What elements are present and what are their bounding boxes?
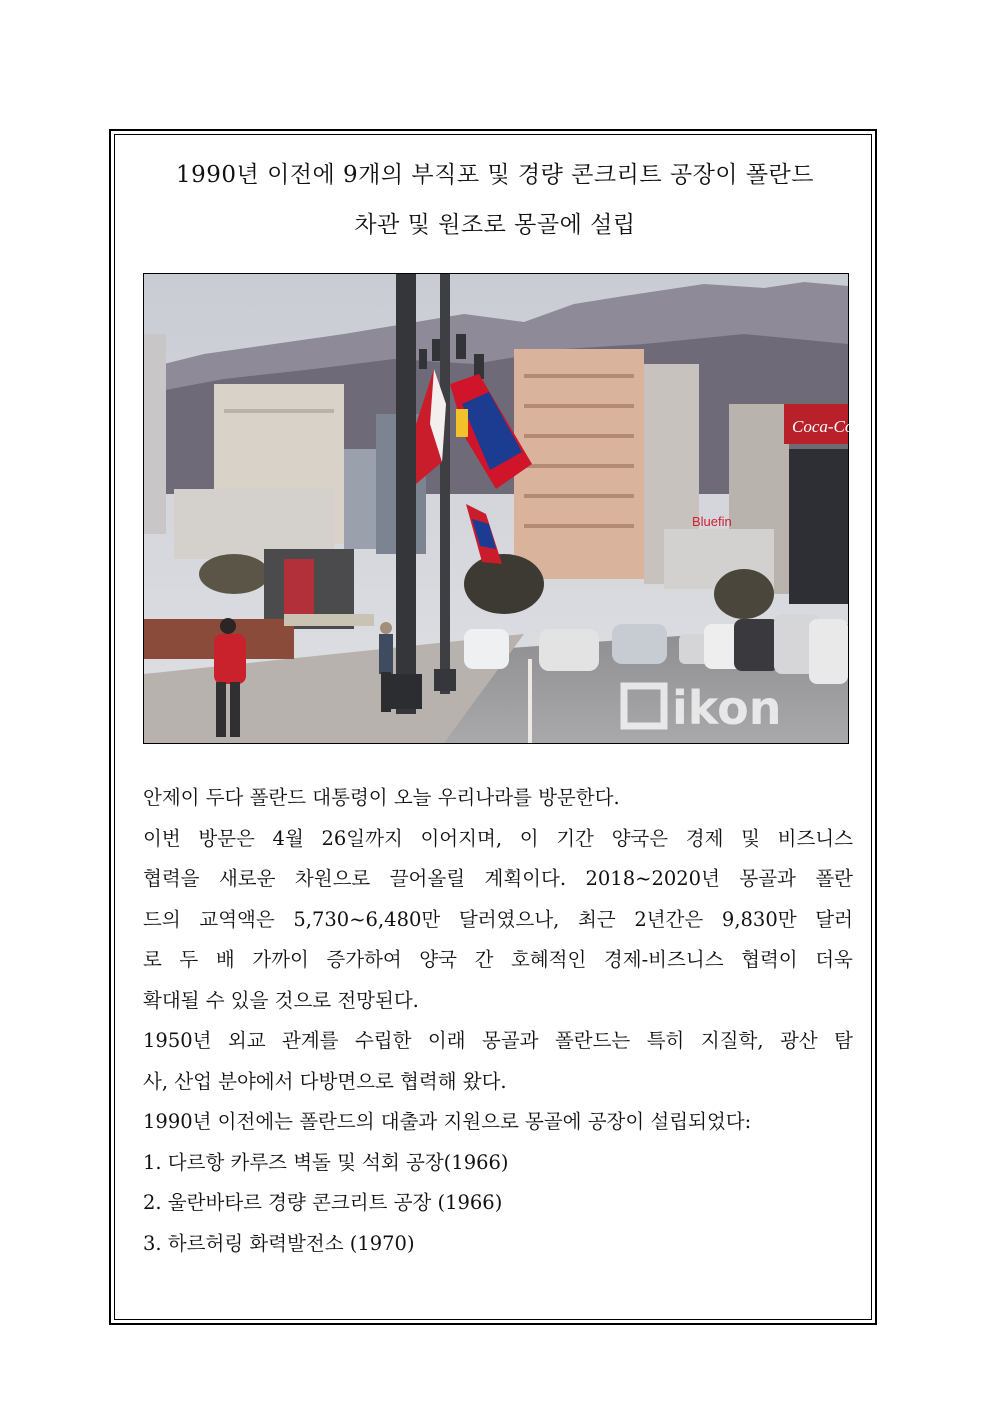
article-photo (143, 273, 867, 744)
bluefin-sign: Bluefin (692, 514, 732, 529)
paragraph-trade-line-3: 드의 교역액은 5,730~6,480만 달러였으나, 최근 2년간은 9,830만 달러 (143, 907, 853, 931)
ikon-watermark: ikon (672, 681, 782, 735)
coca-cola-sign: Coca-Cola (792, 417, 867, 436)
list-item: 1. 다르항 카루즈 벽돌 및 석회 공장(1966) (143, 1150, 509, 1174)
paragraph-trade-line-2: 협력을 새로운 차원으로 끌어올릴 계획이다. 2018~2020년 몽골과 폴란 (143, 867, 853, 890)
title-line-1: 1990년 이전에 9개의 부직포 및 경량 콘크리트 공장이 폴란드 (176, 162, 814, 188)
paragraph-factories-intro: 1990년 이전에는 폴란드의 대출과 지원으로 몽골에 공장이 설립되었다: (143, 1110, 752, 1133)
paragraph-visit: 안제이 두다 폴란드 대통령이 오늘 우리나라를 방문한다. (143, 786, 620, 809)
title-line-2: 차관 및 원조로 몽골에 설립 (354, 212, 636, 238)
list-item: 3. 하르허링 화력발전소 (1970) (143, 1231, 415, 1255)
list-item: 2. 울란바타르 경량 콘크리트 공장 (1966) (143, 1191, 503, 1214)
paragraph-trade-line-5: 확대될 수 있을 것으로 전망된다. (143, 988, 419, 1012)
paragraph-trade-line-1: 이번 방문은 4월 26일까지 이어지며, 이 기간 양국은 경제 및 비즈니스 (143, 826, 853, 850)
article-title (130, 150, 860, 250)
paragraph-trade-line-4: 로 두 배 가까이 증가하여 양국 간 호혜적인 경제-비즈니스 협력이 더욱 (143, 948, 853, 971)
paragraph-history-line-1: 1950년 외교 관계를 수립한 이래 몽골과 폴란드는 특히 지질학, 광산 탐 (143, 1029, 853, 1052)
article-body (143, 778, 853, 1264)
paragraph-history-line-2: 사, 산업 분야에서 다방면으로 협력해 왔다. (143, 1069, 507, 1093)
